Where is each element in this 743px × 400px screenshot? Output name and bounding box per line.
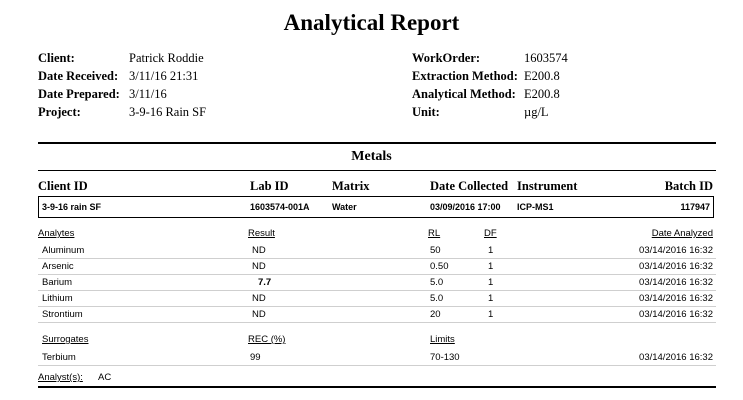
analyte-rl: 5.0	[430, 277, 444, 288]
sample-batch-id: 117947	[680, 202, 710, 212]
analyte-date: 03/14/2016 16:32	[639, 245, 713, 256]
analyte-date: 03/14/2016 16:32	[639, 277, 713, 288]
sample-instrument: ICP-MS1	[517, 202, 554, 212]
row-divider	[38, 365, 716, 366]
rec-header: REC (%)	[248, 334, 286, 345]
sample-matrix: Water	[332, 202, 357, 212]
sample-client-id: 3-9-16 rain SF	[42, 202, 102, 212]
project-value: 3-9-16 Rain SF	[129, 105, 207, 119]
analyte-date: 03/14/2016 16:32	[639, 309, 713, 320]
col-lab-id: Lab ID	[250, 179, 289, 193]
report-title: Analytical Report	[283, 10, 460, 35]
analyte-name: Lithium	[42, 293, 73, 304]
row-divider	[38, 258, 716, 259]
df-header: DF	[484, 228, 497, 239]
extraction-method-label: Extraction Method:	[412, 69, 518, 83]
sample-lab-id: 1603574-001A	[250, 202, 310, 212]
client-value: Patrick Roddie	[129, 51, 204, 65]
analyst-value: AC	[98, 372, 112, 383]
analyte-name: Strontium	[42, 309, 83, 320]
extraction-method-value: E200.8	[524, 69, 560, 83]
surrogate-name: Terbium	[42, 352, 76, 363]
col-instrument: Instrument	[517, 179, 578, 193]
workorder-label: WorkOrder:	[412, 51, 481, 65]
analyte-rl: 0.50	[430, 261, 449, 272]
date-prepared-label: Date Prepared:	[38, 87, 120, 101]
analyte-result: ND	[252, 309, 266, 320]
analyte-name: Barium	[42, 277, 73, 288]
row-divider	[38, 274, 716, 275]
analyte-df: 1	[488, 245, 494, 256]
col-batch-id: Batch ID	[664, 179, 713, 193]
analyte-rl: 20	[430, 309, 441, 320]
analytes-header: Analytes	[38, 228, 75, 239]
analyte-name: Arsenic	[42, 261, 74, 272]
analyte-df: 1	[488, 277, 494, 288]
row-divider	[38, 290, 716, 291]
col-matrix: Matrix	[332, 179, 370, 193]
row-divider	[38, 306, 716, 307]
analyte-rl: 50	[430, 245, 441, 256]
col-client-id: Client ID	[38, 179, 88, 193]
limits-header: Limits	[430, 334, 455, 345]
section-title-rule	[38, 170, 716, 171]
unit-label: Unit:	[412, 105, 440, 119]
result-header: Result	[248, 228, 275, 239]
unit-value: µg/L	[524, 105, 549, 119]
col-date-collected: Date Collected	[430, 179, 509, 193]
analyte-rl: 5.0	[430, 293, 444, 304]
analyte-result: ND	[252, 261, 266, 272]
analyte-df: 1	[488, 261, 494, 272]
date-analyzed-header: Date Analyzed	[651, 228, 713, 239]
client-label: Client:	[38, 51, 75, 65]
analyte-df: 1	[488, 293, 494, 304]
analyte-result: 7.7	[258, 277, 272, 288]
analyst-label: Analyst(s):	[38, 372, 83, 383]
surrogates-header: Surrogates	[42, 334, 89, 345]
date-received-label: Date Received:	[38, 69, 119, 83]
workorder-value: 1603574	[524, 51, 568, 65]
analyte-name: Aluminum	[42, 245, 85, 256]
section-title: Metals	[351, 149, 392, 164]
analyte-date: 03/14/2016 16:32	[639, 261, 713, 272]
rl-header: RL	[428, 228, 441, 239]
project-label: Project:	[38, 105, 81, 119]
analyte-df: 1	[488, 309, 494, 320]
date-prepared-value: 3/11/16	[129, 87, 167, 101]
analytical-method-label: Analytical Method:	[412, 87, 516, 101]
surrogate-date: 03/14/2016 16:32	[639, 352, 713, 363]
analyte-result: ND	[252, 293, 266, 304]
section-bottom-rule	[38, 386, 716, 388]
section-top-rule	[38, 142, 716, 144]
date-received-value: 3/11/16 21:31	[129, 69, 199, 83]
analyte-result: ND	[252, 245, 266, 256]
analytical-method-value: E200.8	[524, 87, 560, 101]
sample-date-collected: 03/09/2016 17:00	[430, 202, 501, 212]
surrogate-limits: 70-130	[430, 352, 460, 363]
row-divider	[38, 322, 716, 323]
analyte-date: 03/14/2016 16:32	[639, 293, 713, 304]
surrogate-rec: 99	[250, 352, 261, 363]
